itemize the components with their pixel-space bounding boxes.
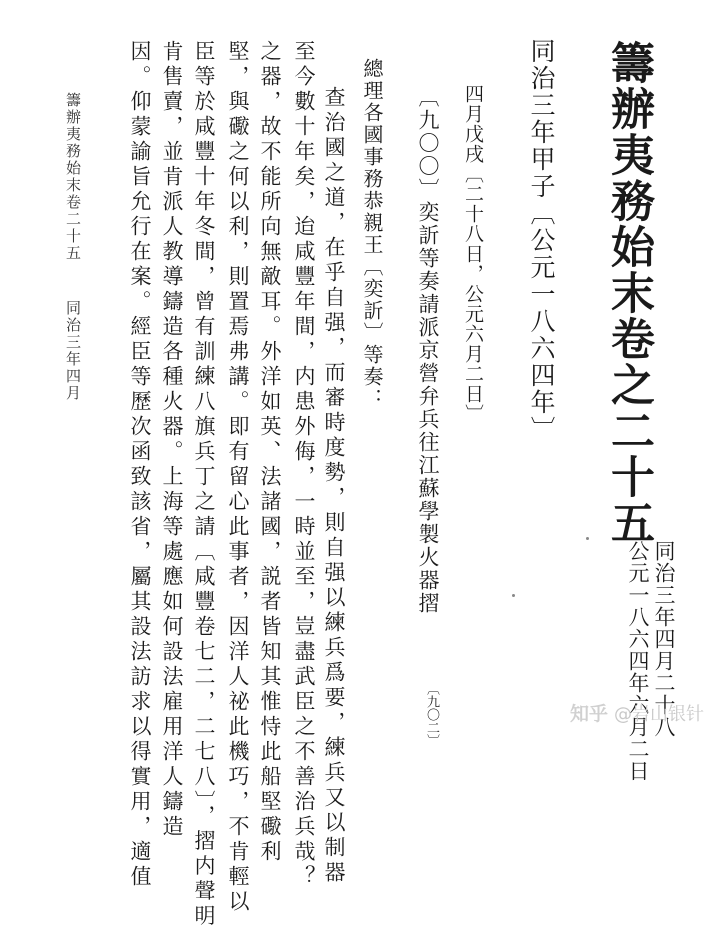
scan-speck (586, 537, 589, 540)
zhihu-watermark (570, 699, 704, 726)
margin-book-label: 籌辦夷務始末卷二十五 (64, 92, 82, 262)
body-column-5: 臣等於咸豐十年冬間，曾有訓練八旗兵丁之請〔咸豐卷七二，二七八〕，摺内聲明 (192, 40, 216, 930)
memorial-title: 〔九〇〇〕奕訢等奏請派京營弁兵往江蘇學製火器摺 (416, 86, 440, 615)
memorial-next-ref: 〔九〇二〕 (424, 682, 439, 747)
margin-date-label: 同治三年四月 (64, 300, 82, 402)
zhihu-logo: 知乎 (569, 703, 608, 725)
body-column-6: 肯售賣，並肯派人教導鑄造各種火器。上海等處應如何設法雇用洋人鑄造 (160, 40, 184, 840)
body-column-2: 至今數十年矣，迨咸豐年間，内患外侮，一時並至，豈盡武臣之不善治兵哉？ (292, 40, 316, 890)
entry-date: 四月戊戌〔二十八日，公元六月二日〕 (462, 84, 484, 424)
body-column-1: 查治國之道，在乎自强，而審時度勢，則自强以練兵爲要，練兵又以制器 (322, 86, 346, 886)
watermark-handle: @岩山银针 (614, 703, 704, 725)
reign-year-heading: 同治三年甲子〔公元一八六四年〕 (527, 38, 556, 443)
scan-speck (512, 594, 515, 597)
side-date-line1: 同治三年四月二十八 (652, 540, 676, 738)
side-date-line2: 公元一八六四年六月二日 (626, 540, 650, 782)
body-column-4: 堅，與礮之何以利，則置焉弗講。即有留心此事者，因洋人祕此機巧，不肯輕以 (226, 40, 250, 915)
body-column-7: 因。仰蒙諭旨允行在案。經臣等歷次函致該省，屬其設法訪求以得實用，適值 (128, 40, 152, 890)
memorial-sender: 總理各國事務恭親王〔奕訢〕等奏： (360, 58, 384, 410)
book-title: 籌辦夷務始末卷之二十五 (603, 40, 654, 546)
body-column-3: 之器，故不能所向無敵耳。外洋如英、法諸國，説者皆知其惟恃此船堅礮利 (258, 40, 282, 865)
